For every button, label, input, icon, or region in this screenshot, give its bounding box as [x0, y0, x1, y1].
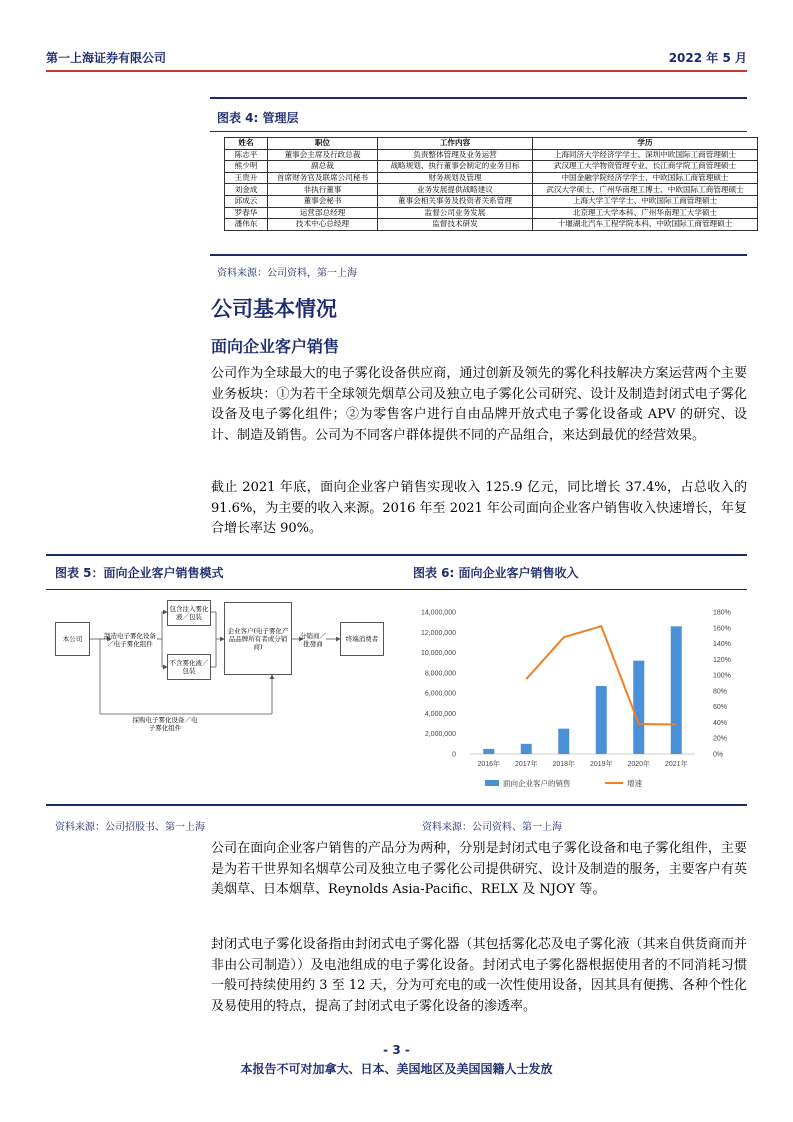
y-right-tick-label: 180% — [713, 609, 731, 617]
table-cell: 副总裁 — [268, 161, 378, 173]
section-heading: 公司基本情况 — [211, 297, 337, 321]
fig4-source: 资料来源：公司资料，第一上海 — [217, 268, 357, 279]
table-cell: 刘金成 — [225, 184, 268, 196]
fig4-title: 图表 4: 管理层 — [217, 111, 299, 125]
x-tick-label: 2019年 — [589, 761, 613, 768]
subsection-heading: 面向企业客户销售 — [211, 337, 340, 356]
paragraph-closed-devices: 封闭式电子雾化设备指由封闭式电子雾化器（其包括雾化芯及电子雾化液（其来自供货商而并非由公司制造））及电池组成的电子雾化设备。封闭式电子雾化器根据使用者的不同消耗习惯一般可持续使用约 3 至 12 天，分为可充电的或一次性使用设备，因其具有便携、各种个性化及易使用的特点，提高了封闭式电子雾化设备的渗透率。 — [211, 937, 747, 1014]
fig5-title: 图表 5：面向企业客户销售模式 — [55, 566, 224, 580]
legend-bar-label: 面向企业客户的销售 — [503, 779, 571, 788]
table-row — [225, 149, 758, 161]
fig5-source: 资料来源：公司招股书、第一上海 — [55, 822, 205, 833]
x-tick-label: 2020年 — [627, 761, 651, 768]
table-cell: 董事会秘书 — [268, 195, 378, 207]
fig4-title-rule — [210, 131, 747, 132]
table-cell: 首席财务官及联席公司秘书 — [268, 172, 378, 184]
table-cell: 负责整体管理及业务运营 — [378, 149, 533, 161]
fig4-bottom-rule — [210, 254, 747, 256]
y-left-tick-label: 10,000,000 — [420, 650, 456, 658]
node-prefilled: 包含注入雾化液／包装 — [167, 600, 211, 626]
table-row — [225, 195, 758, 207]
y-left-tick-label: 14,000,000 — [420, 609, 456, 617]
x-tick-label: 2017年 — [514, 761, 538, 768]
y-right-tick-label: 100% — [713, 672, 731, 680]
table-cell: 技术中心总经理 — [268, 219, 378, 231]
y-right-tick-label: 140% — [713, 641, 731, 649]
y-left-tick-label: 2,000,000 — [424, 731, 456, 739]
node-company: 本公司 — [55, 622, 90, 656]
table-cell: 上海同济大学经济学学士、深圳中欧国际工商管理硕士 — [533, 149, 758, 161]
column-header: 工作内容 — [378, 138, 533, 150]
y-right-tick-label: 80% — [713, 688, 728, 696]
table-row — [225, 207, 758, 219]
column-header: 学历 — [533, 138, 758, 150]
y-right-tick-label: 160% — [713, 625, 731, 633]
y-left-tick-label: 8,000,000 — [424, 670, 456, 678]
table-row — [225, 184, 758, 196]
revenue-chart-svg — [405, 600, 745, 800]
fig4-top-rule — [210, 97, 747, 99]
bar-2021年 — [671, 626, 682, 754]
table-header-row — [225, 138, 758, 150]
table-cell: 陈志平 — [225, 149, 268, 161]
paragraph-business-overview: 公司作为全球最大的电子雾化设备供应商，通过创新及领先的雾化科技解决方案运营两个主要业务板块：①为若干全球领先烟草公司及独立电子雾化公司研究、设计及制造封闭式电子雾化设备及电子雾化组件；②为零售客户进行自由品牌开放式电子雾化设备或 APV 的研究、设计、制造及销售。公司为不同客户群体提供不同的产品组合，来达到最优的经营效果。 — [211, 366, 747, 443]
y-right-tick-label: 120% — [713, 656, 731, 664]
report-date: 2022 年 5 月 — [668, 51, 747, 65]
bar-2018年 — [558, 729, 569, 754]
revenue-chart — [405, 600, 745, 800]
node-enterprise-customer: 企业客户(电子雾化产品品牌所有者或分销商) — [224, 602, 292, 675]
y-left-tick-label: 0 — [452, 751, 456, 759]
y-left-tick-label: 12,000,000 — [420, 629, 456, 637]
fig56-title-rule — [46, 589, 747, 590]
table-cell: 财务规划及管理 — [378, 172, 533, 184]
y-right-tick-label: 60% — [713, 704, 728, 712]
table-row — [225, 219, 758, 231]
legend-bar-swatch — [485, 780, 499, 786]
table-cell: 武汉大学硕士、广州华南理工博士、中欧国际工商管理硕士 — [533, 184, 758, 196]
table-cell: 战略规划、执行董事会制定的业务目标 — [378, 161, 533, 173]
table-cell: 董事会相关事务及投资者关系管理 — [378, 195, 533, 207]
management-table-wrap — [224, 137, 758, 231]
column-header: 职位 — [268, 138, 378, 150]
bar-2020年 — [633, 661, 644, 754]
y-right-tick-label: 40% — [713, 719, 728, 727]
company-name: 第一上海证券有限公司 — [46, 51, 167, 65]
label-procure: 採购电子雾化设备／电子雾化组件 — [132, 716, 198, 732]
fig56-top-rule — [46, 554, 747, 556]
x-tick-label: 2018年 — [552, 761, 576, 768]
legend-line-label: 增速 — [627, 779, 642, 788]
y-left-tick-label: 6,000,000 — [424, 690, 456, 698]
table-cell: 王贵升 — [225, 172, 268, 184]
table-cell: 罗春华 — [225, 207, 268, 219]
column-header: 姓名 — [225, 138, 268, 150]
y-right-tick-label: 20% — [713, 735, 728, 743]
table-cell: 北京理工大学本科、广州华南理工大学硕士 — [533, 207, 758, 219]
y-right-tick-label: 0% — [713, 751, 724, 759]
x-tick-label: 2021年 — [664, 761, 688, 768]
table-cell: 董事会主席及行政总裁 — [268, 149, 378, 161]
disclaimer: 本报告不可对加拿大、日本、美国地区及美国国籍人士发放 — [240, 1062, 553, 1076]
table-cell: 监督技术研发 — [378, 219, 533, 231]
table-cell: 上海大学工学学士、中欧国际工商管理硕士 — [533, 195, 758, 207]
bar-2017年 — [521, 744, 532, 754]
table-cell: 中国金融学院经济学学士、中欧国际工商管理硕士 — [533, 172, 758, 184]
bar-2016年 — [483, 749, 494, 754]
fig6-source: 资料来源：公司资料、第一上海 — [422, 822, 562, 833]
table-cell: 监督公司业务发展 — [378, 207, 533, 219]
table-cell: 业务发展提供战略建议 — [378, 184, 533, 196]
label-distributor: 分销商／批發商 — [300, 632, 326, 648]
paragraph-products: 公司在面向企业客户销售的产品分为两种，分别是封闭式电子雾化设备和电子雾化组件，主要是为若干世界知名烟草公司及独立电子雾化公司提供研究、设计及制造的服务，主要客户有英美烟草、日本烟草、Reynolds Asia-Pacific、RELX 及 NJOY 等。 — [211, 841, 747, 897]
y-left-tick-label: 4,000,000 — [424, 710, 456, 718]
table-row — [225, 172, 758, 184]
table-cell: 十堰湖北汽车工程学院本科、中欧国际工商管理硕士 — [533, 219, 758, 231]
table-cell: 潘伟东 — [225, 219, 268, 231]
table-cell: 熊少明 — [225, 161, 268, 173]
table-cell: 武汉理工大学物资管理专业、长江商学院工商管理硕士 — [533, 161, 758, 173]
node-end-consumer: 终端消费者 — [340, 622, 384, 656]
sales-model-diagram — [50, 592, 395, 802]
fig6-title: 图表 6: 面向企业客户销售收入 — [413, 566, 579, 580]
management-table — [224, 137, 758, 231]
bar-2019年 — [596, 686, 607, 754]
table-cell: 非执行董事 — [268, 184, 378, 196]
page-number: - 3 - — [383, 1043, 410, 1057]
table-cell: 运营部总经理 — [268, 207, 378, 219]
table-cell: 邱成云 — [225, 195, 268, 207]
node-not-prefilled: 不含雾化液／包装 — [167, 654, 211, 680]
x-tick-label: 2016年 — [477, 761, 501, 768]
fig56-bottom-rule — [46, 804, 747, 806]
header-divider — [46, 70, 747, 72]
paragraph-revenue: 截止 2021 年底，面向企业客户销售实现收入 125.9 亿元，同比增长 37.4%，占总收入的 91.6%，为主要的收入来源。2016 年至 2021 年公司面向企业客户销售收入快速增长，年复合增长率达 90%。 — [211, 480, 747, 536]
label-manufacture: 制造电子雾化设备／电子雾化组件 — [104, 632, 156, 648]
table-row — [225, 161, 758, 173]
